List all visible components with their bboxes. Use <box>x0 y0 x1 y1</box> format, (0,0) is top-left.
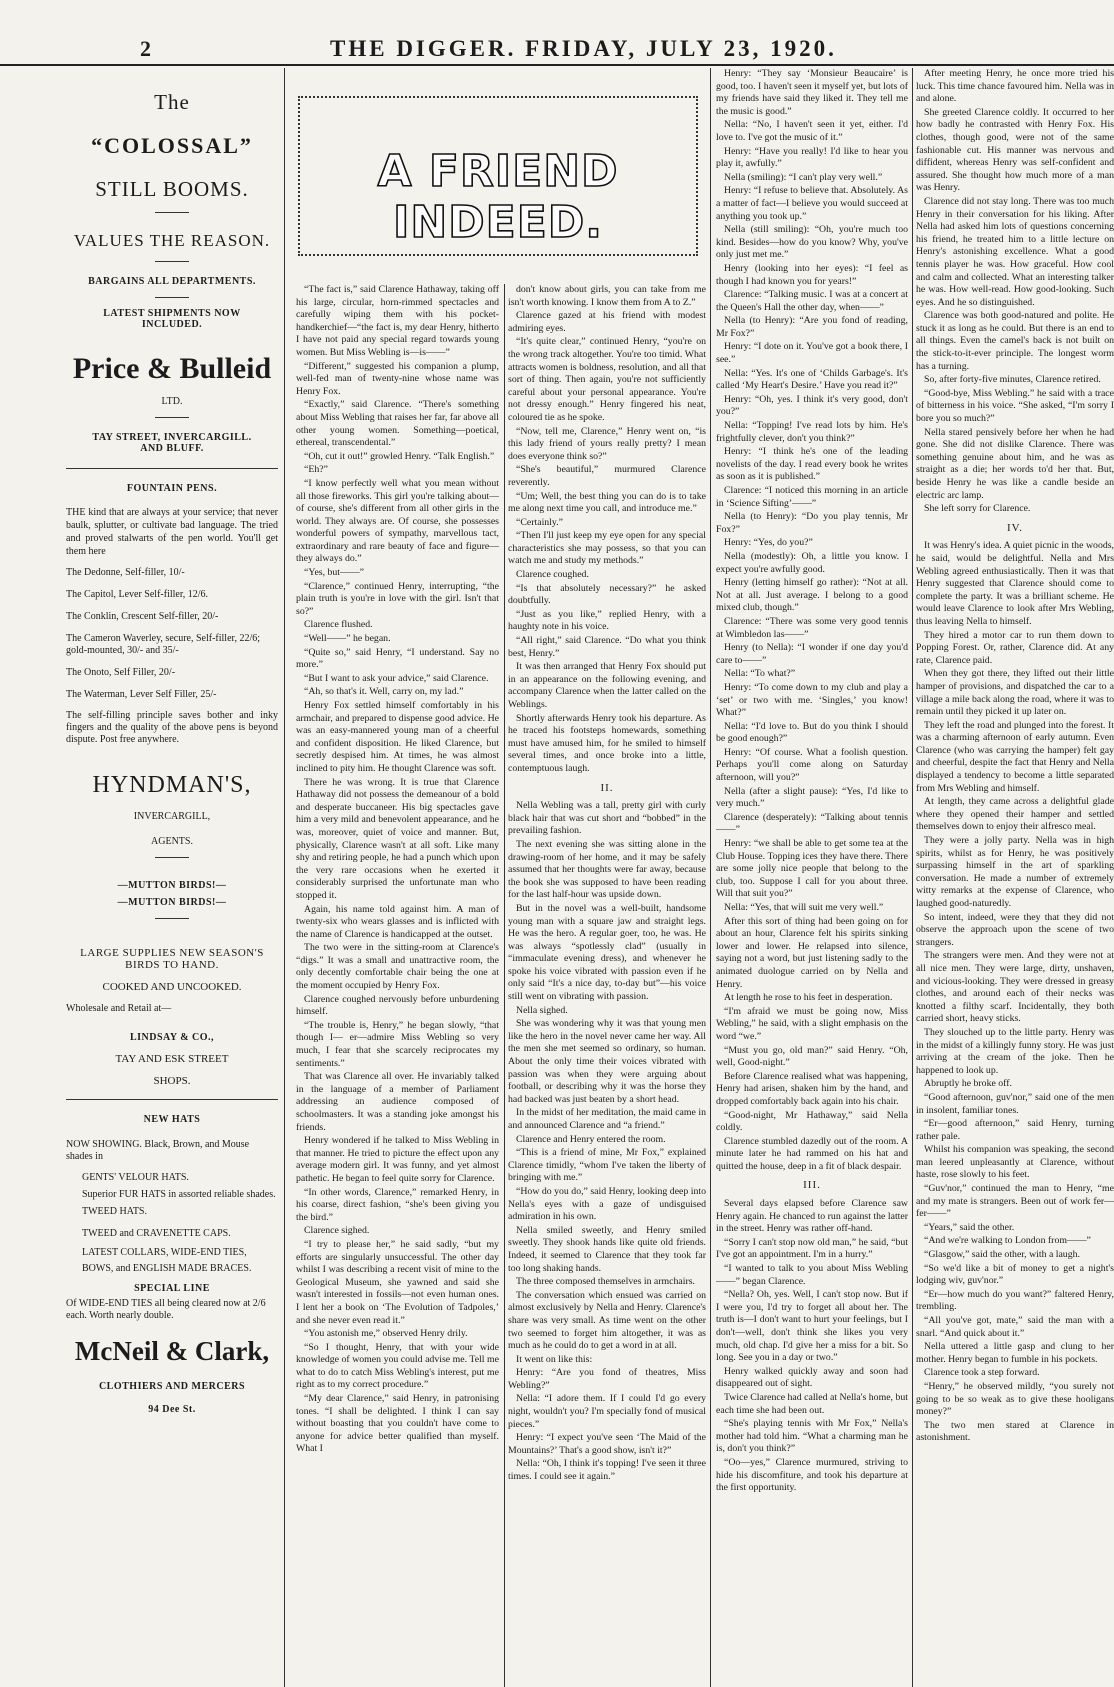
story-banner <box>298 96 698 256</box>
ad-hyndman-role: AGENTS. <box>151 836 193 847</box>
ad-colossal-line2: “COLOSSAL” <box>91 133 253 158</box>
story-paragraph: “All right,” said Clarence. “Do what you think best, Henry.” <box>508 635 706 659</box>
story-paragraph: “Different,” suggested his companion a plump, well-fed man of twenty-nine whose name was Henry Fox. <box>296 360 499 397</box>
ad-mcneil-line: LATEST COLLARS, WIDE-END TIES, BOWS, and ENGLISH MADE BRACES. <box>82 1247 252 1274</box>
story-paragraph: Clarence stumbled dazedly out of the room. A minute later he had rammed on his hat and quitted the house, deep in a fit of black despair. <box>716 1135 908 1172</box>
story-paragraph: Henry: “Of course. What a foolish question. Perhaps you'll come along on Saturday afternoon, will you?” <box>716 746 908 784</box>
ad-lindsay-shops: SHOPS. <box>153 1075 191 1087</box>
story-paragraph: “Er—good afternoon,” said Henry, turning rather pale. <box>916 1118 1114 1142</box>
ad-lindsay-wholesale: Wholesale and Retail at— <box>66 1003 172 1014</box>
story-paragraph: “Guv'nor,” continued the man to Henry, “me and my mate is strangers. Been out of work fer—fer——” <box>916 1183 1114 1220</box>
ad-pens-intro: THE kind that are always at your service; that never baulk, splutter, or cultivate bad language. The tried and proved stalwarts of the pen world. You'll get them here <box>66 507 278 557</box>
story-paragraph: The three composed themselves in armchairs. <box>516 1276 696 1288</box>
ad-lindsay-street: TAY AND ESK STREET <box>115 1053 229 1065</box>
story-paragraph: Nella (after a slight pause): “Yes, I'd like to very much.” <box>716 785 908 810</box>
story-paragraph: Several days elapsed before Clarence saw Henry again. He chanced to run against the latter in the street. Henry was rather off-hand. <box>716 1198 908 1235</box>
ad-mutton-line2: —MUTTON BIRDS!— <box>117 897 227 908</box>
story-paragraph: They were a jolly party. Nella was in high spirits, whilst as for Henry, he was positively surpassing himself in the art of sparkling conversation. He made a number of extremely witty remarks at the expense of Clarence, who laughed good-naturedly. <box>916 835 1114 909</box>
story-paragraph: They left the road and plunged into the forest. It was a charming afternoon of early autumn. Even Clarence (who was carrying the hamper) felt gay and cheerful, despite the fact that Henry and Nella displayed a tendency to become a little separated from Mrs Webling and himself. <box>916 719 1114 794</box>
story-paragraph: Nella: “No, I haven't seen it yet, either. I'd love to. I've got the music of it.” <box>716 119 908 143</box>
story-paragraph: At length he rose to his feet in desperation. <box>724 992 893 1004</box>
story-paragraph: “Now, tell me, Clarence,” Henry went on, “is this lady friend of yours really pretty? I mean does everyone think so?” <box>508 425 706 462</box>
ad-mcneil-role: CLOTHIERS AND MERCERS <box>98 1381 246 1392</box>
ad-pens-item: The Dedonne, Self-filler, 10/- <box>66 567 185 578</box>
column-rule <box>284 68 285 1687</box>
story-paragraph: Clarence coughed nervously before unburdening himself. <box>296 993 499 1018</box>
story-paragraph: Nella (modestly): Oh, a little you know. I expect you're awfully good. <box>716 550 908 575</box>
story-paragraph: Henry (letting himself go rather): “Not at all. Not at all. Just average. I belong to a good mixed club, though.” <box>716 577 908 614</box>
story-paragraph: Nella uttered a little gasp and clung to her mother. Henry began to fumble in his pockets. <box>916 1341 1114 1365</box>
story-paragraph: Clarence took a step forward. <box>924 1367 1040 1379</box>
story-paragraph: Nella: “Yes, that will suit me very well.” <box>724 902 884 913</box>
ad-lindsay-cooked: COOKED AND UNCOOKED. <box>102 981 242 993</box>
story-paragraph: Henry: “I think he's one of the leading novelists of the day. I read every book he writes as soon as it is published.” <box>716 446 908 483</box>
ad-pens-item: The Waterman, Lever Self Filler, 25/- <box>66 689 217 700</box>
story-headline: A FRIEND INDEED. <box>377 146 619 248</box>
story-column-3 <box>716 68 908 1687</box>
story-paragraph: She greeted Clarence coldly. It occurred to her how badly he contrasted with Henry Fox. His clothes, though good, were not of the same fashionable cut. His manner was nervous and diffident, whereas Henry was self-confident and assured. She thought how much more of a man was Henry. <box>916 106 1114 194</box>
story-paragraph: Nella: “I'd love to. But do you think I should be good enough?” <box>716 720 908 745</box>
section-heading: III. <box>803 1179 821 1192</box>
story-paragraph: “She's playing tennis with Mr Fox,” Nella's mother had told him. “What a charming man he is, don't you think?” <box>716 1418 908 1455</box>
story-paragraph: Abruptly he broke off. <box>924 1078 1012 1090</box>
story-paragraph: “How do you do,” said Henry, looking deep into Nella's eyes with a gaze of undisguised admiration in his own. <box>508 1185 706 1223</box>
story-paragraph: The next evening she was sitting alone in the drawing-room of her home, and it may be safely assumed that her thoughts were far away, because the book she was supposed to have been reading for the last half-hour was upside down. <box>508 838 706 901</box>
story-paragraph: After meeting Henry, he once more tried his luck. This time chance favoured him. Nella was in and alone. <box>916 68 1114 105</box>
story-paragraph: Henry Fox settled himself comfortably in his armchair, and prepared to dispense good advice. He was an easy-mannered young man of a cheerful and confident disposition. He liked Clarence, but secretly despised him. At times, he was almost inclined to pity him. He thought Clarence was soft. <box>296 700 499 774</box>
story-paragraph: Clarence gazed at his friend with modest admiring eyes. <box>508 310 706 334</box>
story-paragraph: “So we'd like a bit of money to get a night's lodging wiv, guv'nor.” <box>916 1262 1114 1287</box>
story-paragraph: don't know about girls, you can take from me isn't worth knowing. I know them from A to Z.” <box>508 284 706 308</box>
ad-mcneil-name: McNeil & Clark, <box>74 1336 270 1366</box>
story-paragraph: There he was wrong. It is true that Clarence Hathaway did not possess the demeanour of a bold and desperate buccaneer. His big spectacles gave him a very mild and benevolent appearance, and he was, moreover, quiet of voice and manner. But, physically, Clarence wasn't at all soft. Like many shy and retiring people, he had a punch which upon the very rare occasions when he exerted it considerably surprised the unfortunate man who stopped it. <box>296 776 499 901</box>
story-paragraph: “She's beautiful,” murmured Clarence reverently. <box>508 464 706 488</box>
ad-lindsay-intro: LARGE SUPPLIES NEW SEASON'S BIRDS TO HAND. <box>80 947 264 971</box>
ad-mcneil-special: SPECIAL LINE <box>134 1283 210 1294</box>
story-paragraph: Nella (to Henry): “Do you play tennis, Mr Fox?” <box>716 511 908 535</box>
story-paragraph: So intent, indeed, were they that they did not observe the approach upon the scene of two strangers. <box>916 911 1114 948</box>
story-paragraph: That was Clarence all over. He invariably talked in the language of a member of Parliament addressing an audience composed of schoolmasters. It was a standing joke amongst his friends. <box>296 1071 499 1133</box>
story-paragraph: After this sort of thing had been going on for about an hour, Clarence felt his spirits sinking lower and lower. He relapsed into silence, saying not a word, but just listening sadly to the animated duologue carried on by Nella and Henry. <box>716 915 908 990</box>
story-paragraph: “Yes, but——” <box>304 567 364 579</box>
story-column-1 <box>296 284 499 1687</box>
story-paragraph: “The trouble is, Henry,” he began slowly, “that though I— er—admire Miss Webling so very much, I fear that she scarcely reciprocates my sentiments.” <box>296 1019 499 1069</box>
ad-colossal-line3: STILL BOOMS. <box>95 177 249 201</box>
story-paragraph: “Nella? Oh, yes. Well, I can't stop now. But if I were you, I'd try to forget all about her. The truth is—I don't want to hurt your feelings, but I don't—well, don't think she likes you very much, old chap. I'd give her a miss for a bit. So long. See you in a day or two.” <box>716 1289 908 1364</box>
ad-mcneil-line: Superior FUR HATS in assorted reliable shades. <box>82 1189 276 1200</box>
story-paragraph: “Must you go, old man?” said Henry. “Oh, well, Good-night.” <box>716 1044 908 1069</box>
ad-colossal-line5: BARGAINS ALL DEPARTMENTS. <box>88 276 256 287</box>
ad-pens-item: The Cameron Waverley, secure, Self-filler, 22/6; gold-mounted, 30/- and 35/- <box>66 633 260 656</box>
story-paragraph: Shortly afterwards Henry took his departure. As he traced his footsteps homewards, something must have amused him, for he smiled to himself several times, and once broke into a little, contemptuous laugh. <box>508 712 706 774</box>
ad-lindsay-name: LINDSAY & CO., <box>129 1032 215 1043</box>
story-paragraph: “It's quite clear,” continued Henry, “you're on the wrong track altogether. You're too timid. What attracts women is boldness, resolution, and all that sort of thing. Then again, you're not sufficiently careful about your personal appearance. You're not dressy enough.” Henry fingered his neat, coloured tie as he spoke. <box>508 336 706 423</box>
ad-pens-item: The Conklin, Crescent Self-filler, 20/- <box>66 611 219 622</box>
story-column-2 <box>508 284 706 1687</box>
story-paragraph: So, after forty-five minutes, Clarence retired. <box>924 374 1101 386</box>
ad-price-address: TAY STREET, INVERCARGILL. AND BLUFF. <box>92 432 252 454</box>
story-paragraph: It was then arranged that Henry Fox should put in an appearance on the following evening, and accompany Clarence when the latter called on the Weblings. <box>508 661 706 710</box>
masthead <box>0 0 1114 66</box>
story-paragraph: “Good-bye, Miss Webling.” he said with a trace of bitterness in his voice. “She asked, “I'm sorry I bore you so much?” <box>916 387 1114 425</box>
story-paragraph: “I know perfectly well what you mean without all those fireworks. This girl you're talking about—of course, she's different from all other girls in the world. They always are. Of course, she possesses wonderful powers of sympathy, marvellous tact, extraordinary and rare beauty of face and figure—they always do.” <box>296 477 499 565</box>
ad-pens-item: The Onoto, Self Filler, 20/- <box>66 667 176 678</box>
story-paragraph: “My dear Clarence,” said Henry, in patronising tones. “I shall be delighted. I think I can say without boasting that you couldn't have come to anyone for advice better qualified than myself. What I <box>296 1393 499 1455</box>
newspaper-title: THE DIGGER. FRIDAY, JULY 23, 1920. <box>330 36 837 61</box>
story-paragraph: “Then I'll just keep my eye open for any special characteristics she may possess, so that you can watch me and study my methods.” <box>508 530 706 567</box>
ad-pens-list <box>66 562 278 706</box>
story-paragraph: Henry (looking into her eyes): “I feel as though I had known you for years!” <box>716 262 908 287</box>
ad-mcneil-special-text: Of WIDE-END TIES all being cleared now at 2/6 each. Worth nearly double. <box>66 1298 266 1321</box>
divider <box>66 1099 278 1100</box>
story-paragraph: “Exactly,” said Clarence. “There's something about Miss Webling that raises her far, far above all other young women. Something—poetical, ethereal, transcendental.” <box>296 399 499 449</box>
section-heading: IV. <box>1007 521 1023 534</box>
story-paragraph: The conversation which ensued was carried on almost exclusively by Nella and Henry. Clarence's share was very small. As time went on the other two seemed to forget him altogether, it was as much as he could do to get a word in at all. <box>508 1289 706 1352</box>
story-column-4 <box>916 68 1114 1687</box>
ad-mcneil-line: GENTS' VELOUR HATS. <box>82 1172 189 1183</box>
story-paragraph: Clarence (desperately): “Talking about tennis——” <box>716 811 908 836</box>
story-paragraph: Clarence flushed. <box>304 619 373 631</box>
story-paragraph: It was Henry's idea. A quiet picnic in the woods, he said, would be delightful. Nella and Mrs Webling agreed enthusiastically. Then it was that Henry suggested that Clarence should come to complete the party. It was a brilliant scheme. He would leave Clarence to look after Mrs Webling, thus leaving Nella to himself. <box>916 540 1114 627</box>
story-paragraph: Henry wondered if he talked to Miss Webling in that manner. He tried to picture the effect upon any average modern girl. It was funny, and yet almost pathetic. He began to feel quite sorry for Clarence. <box>296 1135 499 1184</box>
story-paragraph: Twice Clarence had called at Nella's home, but each time she had been out. <box>716 1391 908 1416</box>
story-paragraph: Nella: “Topping! I've read lots by him. He's frightfully clever, don't you think?” <box>716 420 908 444</box>
story-paragraph: “Eh?” <box>304 464 328 476</box>
story-paragraph: “In other words, Clarence,” remarked Henry, in his coarse, direct fashion, “she's been giving you the bird.” <box>296 1186 499 1223</box>
story-paragraph: Henry: “They say ‘Monsieur Beaucaire’ is good, too. I haven't seen it myself yet, but lots of my friends have said they liked it. They tell me the music is good.” <box>716 68 908 117</box>
ad-colossal-line4: VALUES THE REASON. <box>73 231 271 250</box>
story-paragraph: It went on like this: <box>516 1353 593 1365</box>
story-paragraph: “Oh, cut it out!” growled Henry. “Talk English.” <box>304 450 495 462</box>
story-paragraph: “Clarence,” continued Henry, interrupting, “the plain truth is you're in love with the girl. Isn't that so?” <box>296 580 499 617</box>
story-paragraph: They hired a motor car to run them down to Popping Forest. Or, rather, Clarence did. At any rate, Clarence paid. <box>916 629 1114 666</box>
story-paragraph: “Good afternoon, guv'nor,” said one of the men in insolent, familiar tones. <box>916 1091 1114 1116</box>
ad-pens-outro: The self-filling principle saves bother and inky fingers and the quality of the above pens is beyond dispute. Post free anywhere. <box>66 710 278 745</box>
story-paragraph: Clarence: “I noticed this morning in an article in ‘Science Sifting’——” <box>716 485 908 509</box>
story-paragraph: When they got there, they lifted out their little hamper of provisions, and dispatched the car to a village a mile back along the road, where it was to remain until they picked it up later on. <box>916 668 1114 718</box>
ad-price-ltd: LTD. <box>161 396 183 407</box>
story-paragraph: Nella: “Oh, I think it's topping! I've seen it three times. I could see it again.” <box>508 1458 706 1483</box>
story-paragraph: Henry walked quickly away and soon had disappeared out of sight. <box>716 1365 908 1390</box>
column-rule <box>504 284 505 1687</box>
story-paragraph: Clarence sighed. <box>304 1225 370 1237</box>
story-paragraph: The two were in the sitting-room at Clarence's “digs.” It was a small and unattractive room, the only decently comfortable chair being the one at the moment occupied by Henry Fox. <box>296 942 499 992</box>
divider <box>66 468 278 469</box>
story-paragraph: She left sorry for Clarence. <box>924 503 1031 515</box>
ad-colossal-line6: LATEST SHIPMENTS NOW INCLUDED. <box>103 308 241 330</box>
story-paragraph: “Glasgow,” said the other, with a laugh. <box>924 1249 1080 1261</box>
story-paragraph: “Oo—yes,” Clarence murmured, striving to hide his discomfiture, and took his departure at the first opportunity. <box>716 1456 908 1494</box>
story-paragraph: Clarence did not stay long. There was too much Henry in their conversation for his liking. After Nella had asked him lots of questions concerning his friend, he treated him to a little lecture on Henry's astonishing excellence. What a good tennis player he was. How graceful. How cool and calm and collected. What an interesting talker he was. How well-read. How good-looking. Such eyes. And he so distinguished. <box>916 195 1114 308</box>
story-paragraph: Clarence was both good-natured and polite. He stuck it as long as he could. But there is an end to all things. Even the camel's back is not built on the stick-to-it-ever principle. The longest worm has a turning. <box>916 310 1114 372</box>
story-paragraph: “I try to please her,” he said sadly, “but my efforts are singularly unsuccessful. The other day whilst I was describing a recent visit of mine to the Geological Museum, she yawned and said she wasn't interested in fossils—not even human ones. I lent her a book on ‘The Evolution of Tadpoles,’ and she never even read it.” <box>296 1238 499 1326</box>
ad-mcneil-line: TWEED and CRAVENETTE CAPS. <box>82 1228 231 1239</box>
advertisements-column <box>66 68 278 1687</box>
ad-pens-item: The Capitol, Lever Self-filler, 12/6. <box>66 589 209 600</box>
story-paragraph: Before Clarence realised what was happening, Henry had arisen, shaken him by the hand, and dropped comfortably back again into his chair. <box>716 1070 908 1107</box>
story-paragraph: At length, they came across a delightful glade where they opened their hamper and settled themselves down to enjoy their alfresco meal. <box>916 796 1114 833</box>
story-paragraph: Clarence coughed. <box>516 569 589 581</box>
story-paragraph: Henry (to Nella): “I wonder if one day you'd care to——” <box>716 642 908 666</box>
story-paragraph: Nella (smiling): “I can't play very well.” <box>724 171 883 183</box>
page-number: 2 <box>140 36 151 61</box>
ad-mcneil-address: 94 Dee St. <box>148 1404 196 1415</box>
story-paragraph: The strangers were men. And they were not at all nice men. They were large, dirty, unshaven, and vicious-looking. They were dressed in greasy clothes, and around each of their necks was knotted a filthy scarf. Incidentally, they both carried short, heavy sticks. <box>916 950 1114 1025</box>
story-paragraph: Henry: “Have you really! I'd like to hear you play it, awfully.” <box>716 145 908 170</box>
ad-hyndman-name: HYNDMAN'S, <box>92 772 252 798</box>
divider <box>155 261 189 262</box>
story-paragraph: “And we're walking to London from——” <box>924 1235 1091 1247</box>
story-paragraph: She was wondering why it was that young men like the hero in the novel never came her way. All the men she met seemed so ordinary, so human. About the only time their voices vibrated with passion was when they were arguing about football, or describing why it was the horse they had backed was just beaten by a short head. <box>508 1018 706 1105</box>
ad-colossal-line1: The <box>154 90 190 114</box>
story-paragraph: “I wanted to talk to you about Miss Webling——” began Clarence. <box>716 1263 908 1287</box>
divider <box>155 212 189 213</box>
story-paragraph: Henry: “Are you fond of theatres, Miss Webling?” <box>508 1367 706 1391</box>
story-paragraph: “So I thought, Henry, that with your wide knowledge of women you could advise me. Tell me what to do to catch Miss Webling's interest, put me right as to my correct procedure.” <box>296 1341 499 1391</box>
story-paragraph: “Good-night, Mr Hathaway,” said Nella coldly. <box>716 1109 908 1134</box>
ad-mcneil-heading: NEW HATS <box>143 1114 201 1125</box>
story-paragraph: “Um; Well, the best thing you can do is to take me along next time you call, and introduce me.” <box>508 490 706 515</box>
story-paragraph: In the midst of her meditation, the maid came in and announced Clarence and “a friend.” <box>508 1107 706 1131</box>
story-paragraph: Henry: “Oh, yes. I think it's very good, don't you?” <box>716 393 908 418</box>
divider <box>155 417 189 418</box>
story-paragraph: Henry: “I dote on it. You've got a book there, I see.” <box>716 341 908 366</box>
ad-mcneil-lines <box>82 1167 278 1277</box>
story-paragraph: Clarence: “Talking music. I was at a concert at the Queen's Hall the other day, when——” <box>716 289 908 313</box>
column-rule <box>710 68 711 1687</box>
story-paragraph: Nella: “To what?” <box>724 668 796 680</box>
divider <box>155 297 189 298</box>
story-paragraph: “This is a friend of mine, Mr Fox,” explained Clarence timidly, “whom I've taken the liberty of bringing with me.” <box>508 1147 706 1184</box>
story-paragraph: “Er—how much do you want?” faltered Henry, trembling. <box>916 1288 1114 1313</box>
story-paragraph: Henry: “Yes, do you?” <box>724 537 813 549</box>
story-paragraph: Clarence: “There was some very good tennis at Wimbledon las——” <box>716 615 908 640</box>
story-paragraph: Nella: “Yes. It's one of ‘Childs Garbage's. It's called ‘My Heart's Desire.’ Have you read it?” <box>716 367 908 392</box>
story-paragraph: “All you've got, mate,” said the man with a snarl. “And quick about it.” <box>916 1315 1114 1339</box>
section-heading: II. <box>600 781 614 794</box>
story-paragraph: The two men stared at Clarence in astonishment. <box>916 1419 1114 1444</box>
story-paragraph: “Ah, so that's it. Well, carry on, my lad.” <box>304 686 464 698</box>
story-paragraph: But in the novel was a well-built, handsome young man with a square jaw and straight legs. He was the hero. A regular goer, too, he was. He was always “spotlessly clad” (usually in “immaculate evening dress), and whenever he spoke his voice vibrated with passion even if he only said “It's a nice day, to-day but”—his voice still went on vibrating with passion. <box>508 902 706 1003</box>
divider <box>155 857 189 858</box>
story-paragraph: Nella (to Henry): “Are you fond of reading, Mr Fox?” <box>716 315 908 339</box>
story-paragraph: “The fact is,” said Clarence Hathaway, taking off his large, circular, horn-rimmed spectacles and carefully wiping them with his pocket-handkerchief—“the fact is, my dear Henry, hitherto I have not paid any special regard towards young women. But Miss Webling is—is——” <box>296 284 499 358</box>
story-paragraph: Nella sighed. <box>516 1004 568 1016</box>
story-paragraph: “You astonish me,” observed Henry drily. <box>304 1328 468 1340</box>
story-paragraph: “Henry,” he observed mildly, “you surely not going to be so weak as to give these hooligans money?” <box>916 1380 1114 1418</box>
story-paragraph: “Sorry I can't stop now old man,” he said, “but I've got an appointment. I'm in a hurry.” <box>716 1236 908 1261</box>
ad-mcneil-intro: NOW SHOWING. Black, Brown, and Mouse shades in <box>66 1139 250 1162</box>
story-paragraph: Henry: “we shall be able to get some tea at the Club House. Topping ices they have there. There are some jolly nice people that belong to the club, too. Suppose I call for you about three. Will that suit you?” <box>716 838 908 900</box>
column-rule <box>912 68 913 1687</box>
story-paragraph: “Quite so,” said Henry, “I understand. Say no more.” <box>296 646 499 671</box>
story-paragraph: “Is that absolutely necessary?” he asked doubtfully. <box>508 582 706 607</box>
story-paragraph: They slouched up to the little party. Henry was in the midst of a killingly funny story. He was just arriving at the cream of the joke. Then he happened to look up. <box>916 1026 1114 1076</box>
ad-pens-heading: FOUNTAIN PENS. <box>126 483 218 494</box>
story-paragraph: Nella smiled sweetly, and Henry smiled sweetly. They shook hands like quite old friends. Indeed, it seemed to Clarence that they took far too long shaking hands. <box>508 1224 706 1274</box>
story-paragraph: Nella (still smiling): “Oh, you're much too kind. Besides—how do you know? Why, you've only just met me.” <box>716 224 908 261</box>
story-paragraph: Nella: “I adore them. If I could I'd go every night, wouldn't you? I'm specially fond of musical pieces.” <box>508 1393 706 1430</box>
story-paragraph: Henry: “To come down to my club and play a ‘set’ or two with me. ‘Singles,’ you know! What?” <box>716 681 908 719</box>
story-paragraph: “But I want to ask your advice,” said Clarence. <box>304 672 489 684</box>
divider <box>155 918 189 919</box>
story-paragraph: “Just as you like,” replied Henry, with a haughty note in his voice. <box>508 608 706 633</box>
story-paragraph: Clarence and Henry entered the room. <box>516 1133 666 1145</box>
ad-mcneil-line: TWEED HATS. <box>82 1206 147 1217</box>
ad-price-bulleid-name: Price & Bulleid <box>72 352 272 385</box>
ad-hyndman-place: INVERCARGILL, <box>133 811 211 822</box>
story-paragraph: “I'm afraid we must be going now, Miss Webling,” he said, with a slight emphasis on the word “we.” <box>716 1005 908 1042</box>
story-paragraph: Nella stared pensively before her when he had gone. She did not dislike Clarence. There was something genuine about him, and he was as straight as a die; her words to'd her that. But, beside Henry he was like a candle beside an electric arc lamp. <box>916 426 1114 501</box>
story-paragraph: “Certainly.” <box>516 516 563 528</box>
story-paragraph: Henry: “I expect you've seen ‘The Maid of the Mountains?’ That's a good show, isn't it?” <box>508 1432 706 1456</box>
story-paragraph: “Years,” said the other. <box>924 1221 1015 1233</box>
story-paragraph: Henry: “I refuse to believe that. Absolutely. As a matter of fact—I believe you would succeed at anything you took up.” <box>716 185 908 222</box>
ad-mutton-line1: —MUTTON BIRDS!— <box>117 880 227 891</box>
story-paragraph: Nella Webling was a tall, pretty girl with curly black hair that was cut short and “bobbed” in the prevailing fashion. <box>508 800 706 837</box>
story-paragraph: “Well——” he began. <box>304 633 391 645</box>
story-paragraph: Whilst his companion was speaking, the second man leered unpleasantly at Clarence, without haste, rose slowly to his feet. <box>916 1144 1114 1181</box>
story-paragraph: Again, his name told against him. A man of twenty-six who wears glasses and is inflicted with the name of Clarence is handicapped at the outset. <box>296 903 499 940</box>
